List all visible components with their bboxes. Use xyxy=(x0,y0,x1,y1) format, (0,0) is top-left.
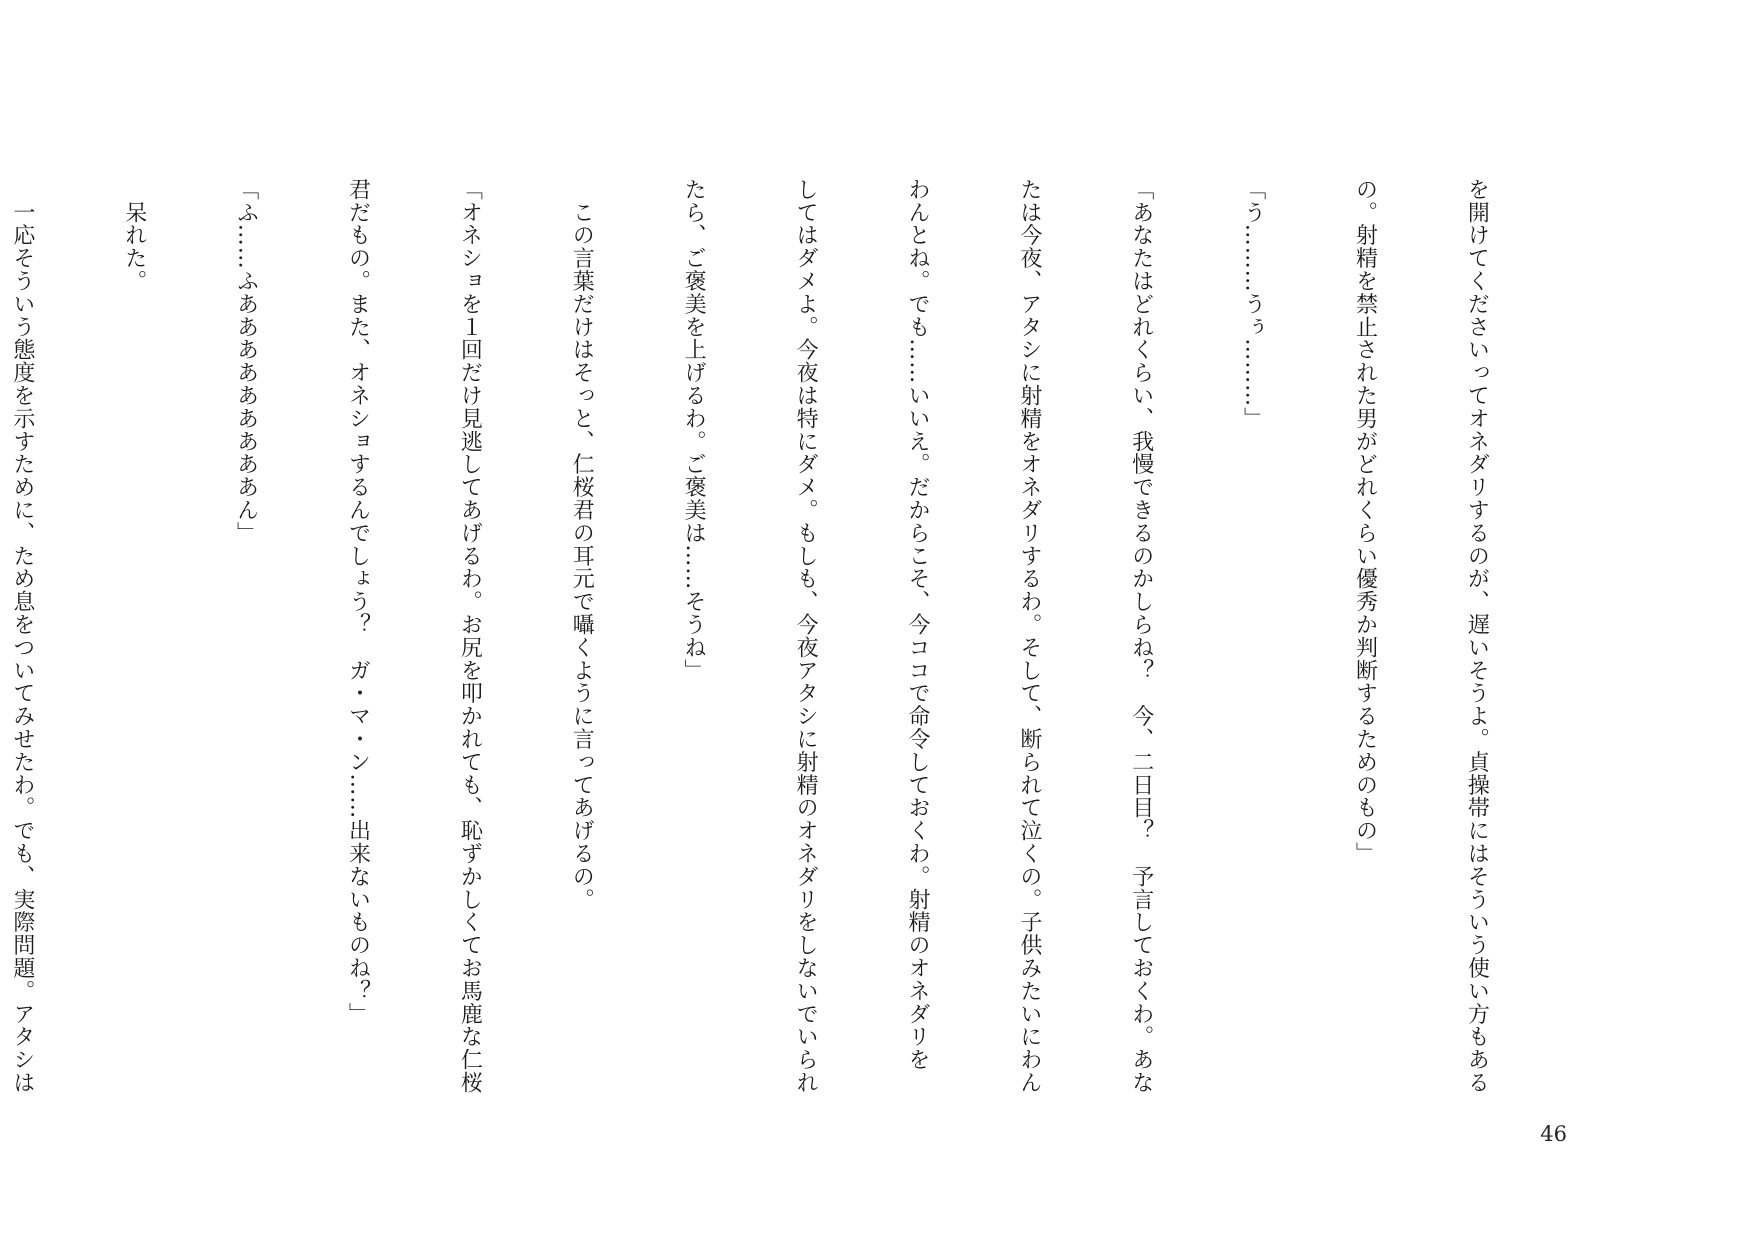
text-line: 「う………うぅ………」 xyxy=(1240,178,1266,430)
text-line: 「オネショを１回だけ見逃してあげるわ。お尻を叩かれても、恥ずかしくてお馬鹿な仁桜 xyxy=(457,178,483,1094)
text-line: してはダメよ。今夜は特にダメ。もしも、今夜アタシに射精のオネダリをしないでいられ xyxy=(793,178,819,1094)
text-line: 「ふ……ふあああああああああん」 xyxy=(233,178,259,545)
text-line: わんとね。でも……いいえ。だからこそ、今ココで命令しておくわ。射精のオネダリを xyxy=(904,178,930,1072)
text-line: の。射精を禁止された男がどれくらい優秀か判断するためのもの」 xyxy=(1352,178,1378,865)
text-line: この言葉だけはそっと、仁桜君の耳元で囁くように言ってあげるの。 xyxy=(569,178,595,911)
text-line: 「あなたはどれくらい、我慢できるのかしらね？ 今、二日目？ 予言しておくわ。あな xyxy=(1128,178,1154,1094)
text-line: を開けてくださいってオネダリするのが、遅いそうよ。貞操帯にはそういう使い方もある xyxy=(1464,178,1490,1094)
text-line: 一応そういう態度を示すために、ため息をついてみせたわ。でも、実際問題。アタシは xyxy=(9,178,35,1094)
text-line: たは今夜、アタシに射精をオネダリするわ。そして、断られて泣くの。子供みたいにわん xyxy=(1016,178,1042,1094)
page-number: 46 xyxy=(1540,1122,1567,1146)
text-line: たら、ご褒美を上げるわ。ご褒美は……そうね」 xyxy=(681,178,707,682)
text-line: 君だもの。また、オネショするんでしょう？ ガ・マ・ン……出来ないものね？」 xyxy=(345,178,371,1026)
vertical-text-body xyxy=(9,178,1570,1094)
text-line: 呆れた。 xyxy=(121,178,147,293)
